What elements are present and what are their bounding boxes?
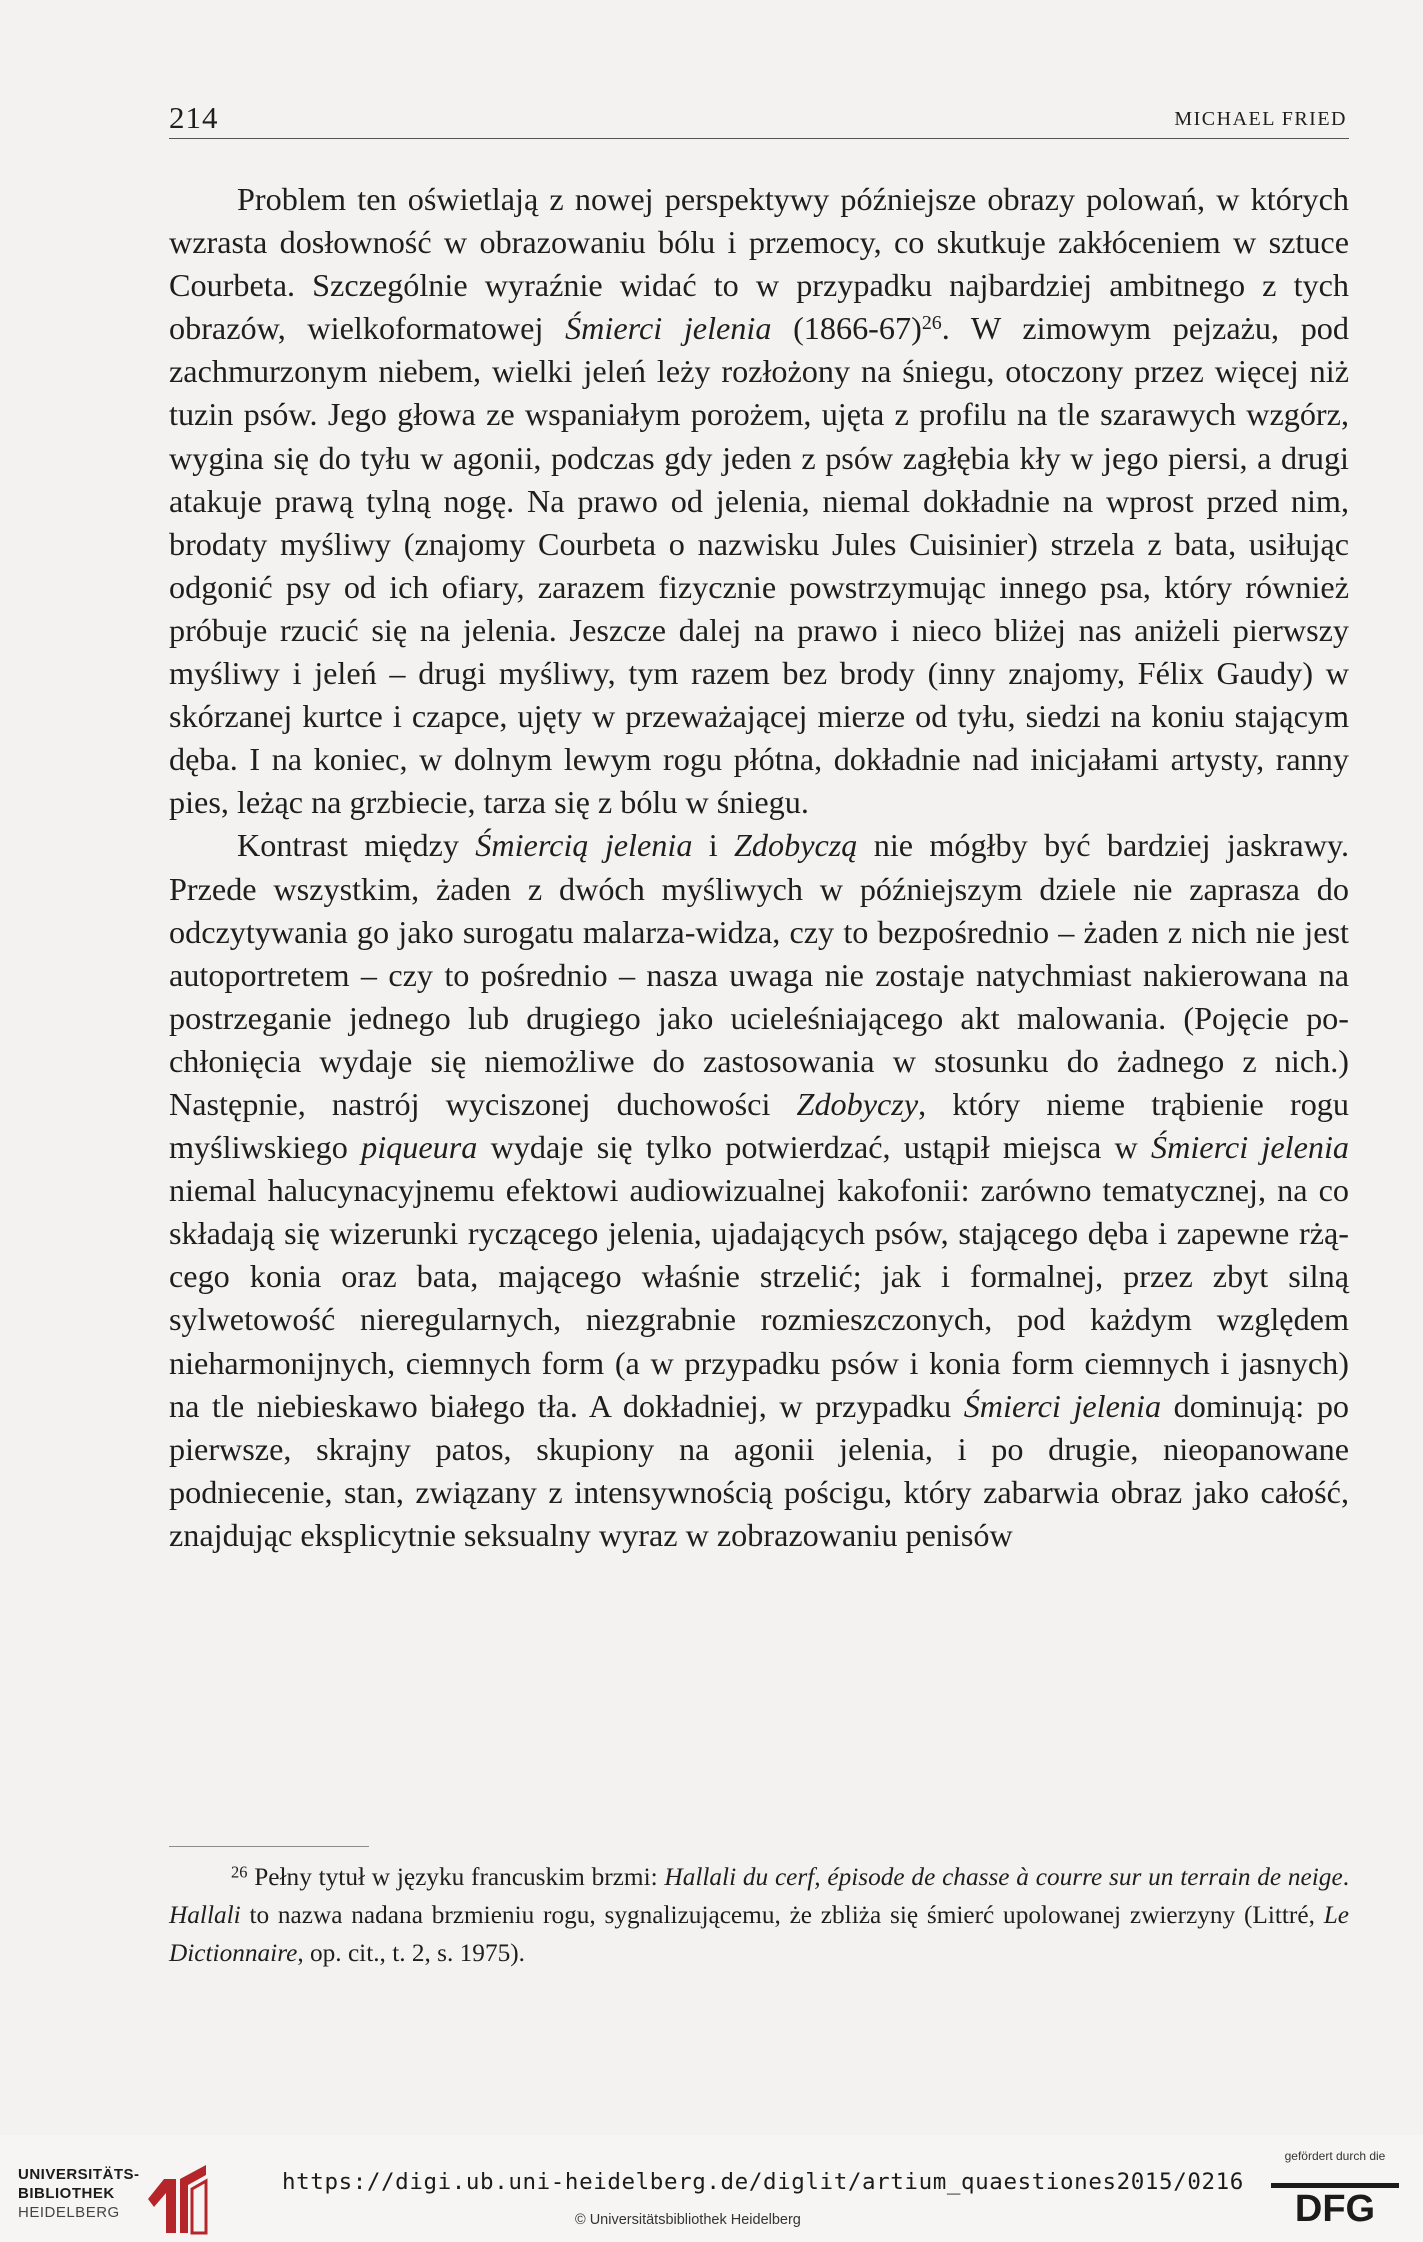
- text-run: niemal halucynacyjnemu efektowi audiowizualnej kakofonii: zarówno tematycznej, na co składają się wizerunki ryczącego jelenia, ujadających psów, stającego dęba i zapewne rżącego konia oraz bata, mającego właśnie strzelić; jak i formalnej, przez zbyt silną sylwetowość nieregularnych, niezgrabnie rozmieszczonych, pod każdym względem nieharmonijnych, ciemnych form (a w przypadku psów i konia form ciemnych i jasnych) na tle niebieskawo białego tła. A dokładniej, w przypadku: [169, 1172, 1349, 1424]
- dfg-logo[interactable]: [1265, 2149, 1405, 2229]
- text-run: , który nieme trąbienie rogu myśliwskiego: [169, 1085, 1349, 1166]
- library-name-line2: BIBLIOTHEK: [18, 2185, 115, 2202]
- page-number: 214: [169, 100, 219, 135]
- running-title: MICHAEL FRIED: [1174, 108, 1347, 130]
- text-run: , op. cit., t. 2, s. 1975).: [297, 1939, 526, 1967]
- text-run: nie mógłby być bardziej jaskrawy. Przede wszystkim, żaden z dwóch myśliwych w późniejszym dziele nie zaprasza do odczytywania go jako surogatu malarza-widza, czy to bezpośrednio – żaden z nich nie jest autoportretem – czy to pośrednio – nasza uwaga nie zostaje natychmiast nakierowana na postrzeganie jednego lub drugiego jako ucieleśniającego akt malowania. (Pojęcie pochłonięcia wydaje się niemożliwe do zastosowania w stosunku do żadnego z nich.) Następnie, nastrój wyciszonej duchowości: [169, 827, 1350, 1122]
- library-name-line3: HEIDELBERG: [18, 2204, 120, 2221]
- text-run: Problem ten oświetlają z nowej perspektywy późniejsze obrazy polowań, w których wzrasta dosłowność w obrazowaniu bólu i przemocy, co skutkuje zakłóceniem w sztuce Courbeta. Szczególnie wyraźnie widać to w przypadku najbardziej ambitnego z tych obrazów, wielkoformatowej: [169, 181, 1349, 347]
- dfg-logo-icon: [1265, 2175, 1405, 2225]
- viewer-footer: [0, 2135, 1423, 2242]
- text-run: . W zimowym pejzażu, pod zachmurzonym niebem, wielki jeleń leży rozłożony na śniegu, otoczony przez więcej niż tuzin psów. Jego głowa ze wspaniałym porożem, ujęta z profilu na tle szarawych wzgórz, wygina się do tyłu w agonii, podczas gdy jeden z psów zagłębia kły w jego piersi, a drugi atakuje prawą tylną nogę. Na prawo od jelenia, niemal dokładnie na wprost przed nim, brodaty myśliwy (znajomy Courbeta o nazwisku Jules Cuisinier) strzela z bata, usiłując odgonić psy od ich ofiary, zarazem fizycznie powstrzymując innego psa, który również próbuje rzucić się na jelenia. Jeszcze dalej na prawo i nieco bliżej nas aniżeli pierwszy myśliwy i jeleń – drugi myśliwy, tym razem bez brody (inny znajomy, Félix Gaudy) w skórzanej kurtce i czapce, ujęty w przeważającej mierze od tyłu, siedzi na koniu stającym dęba. I na koniec, w dolnym lewym rogu płótna, dokładnie nad inicjałami artysty, ranny pies, leżąc na grzbiecie, tarza się z bólu w śniegu.: [169, 310, 1349, 821]
- footnote-divider: [169, 1846, 369, 1847]
- text-run: .: [1342, 1863, 1350, 1891]
- text-run: i: [692, 827, 735, 864]
- footnotes: [169, 1858, 1349, 1972]
- italic-title: Zdobyczy: [796, 1085, 919, 1122]
- library-name-line1: UNIVERSITÄTS-: [18, 2166, 140, 2183]
- copyright-notice: © Universitätsbibliothek Heidelberg: [575, 2212, 801, 2228]
- permalink-url[interactable]: https://digi.ub.uni-heidelberg.de/diglit/artium_quaestiones2015/0216: [282, 2169, 1244, 2195]
- italic-title: Hallali du cerf, épisode de chasse à courre sur un terrain de neige: [664, 1863, 1343, 1891]
- text-run: wydaje się tylko potwierdzać, ustąpił miejsca w: [477, 1129, 1152, 1166]
- italic-title: Śmiercią jelenia: [475, 827, 693, 864]
- library-logo[interactable]: [18, 2165, 198, 2235]
- footnote-26: [169, 1858, 1349, 1972]
- text-run: Pełny tytuł w języku francuskim brzmi:: [247, 1863, 665, 1891]
- body-text: [169, 178, 1349, 1557]
- funder-wordmark: DFG: [1294, 2188, 1376, 2225]
- running-head: [169, 98, 1349, 139]
- footnote-reference[interactable]: 26: [921, 312, 942, 335]
- italic-title: Śmierci jelenia: [1151, 1129, 1349, 1166]
- paragraph-2: [169, 824, 1349, 1557]
- italic-title: Śmierci jelenia: [565, 310, 772, 347]
- italic-title: Zdobyczą: [734, 827, 858, 864]
- text-run: Kontrast między: [237, 827, 476, 864]
- footnote-number: 26: [231, 1862, 248, 1882]
- text-run: dominują: po pierwsze, skrajny patos, skupiony na agonii jelenia, i po drugie, nieopanowane podniecenie, stan, związany z intensywnością pościgu, który zabarwia obraz jako całość, znajdując eksplicytnie seksualny wyraz w zobrazowaniu penisów: [169, 1387, 1350, 1553]
- library-emblem-icon: [140, 2159, 220, 2237]
- text-run: (1866-67): [771, 310, 922, 347]
- italic-title: Le Dictionnaire: [169, 1901, 1349, 1967]
- italic-term: Hallali: [169, 1901, 241, 1929]
- italic-title: Śmierci jelenia: [963, 1387, 1162, 1424]
- funding-note: gefördert durch die: [1284, 2149, 1386, 2163]
- italic-term: piqueura: [361, 1129, 478, 1166]
- paragraph-1: [169, 178, 1349, 824]
- text-run: to nazwa nadana brzmieniu rogu, sygnalizującemu, że zbliża się śmierć upolowanej zwierzyny (Littré,: [240, 1901, 1324, 1929]
